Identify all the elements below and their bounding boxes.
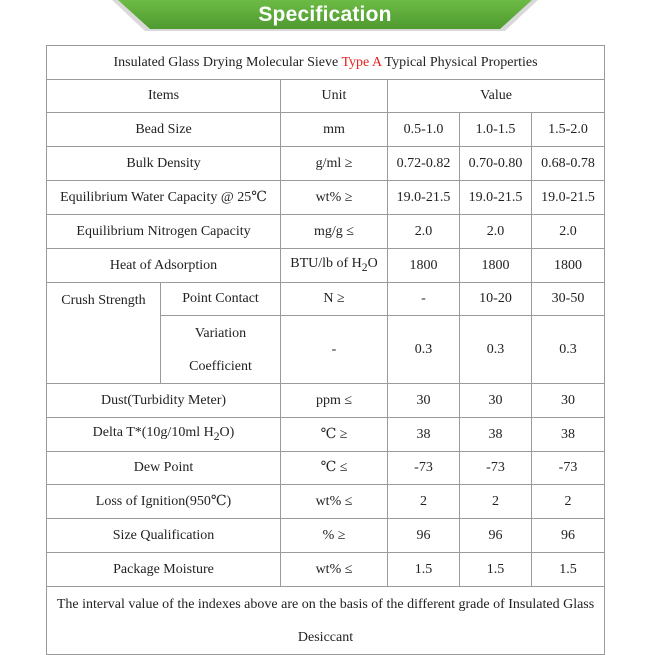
row-value: 96 [460,519,532,553]
row-label: Size Qualification [47,519,281,553]
table-row [47,452,605,485]
row-unit: % ≥ [281,519,388,553]
row-label: Heat of Adsorption [47,249,281,283]
title-prefix: Insulated Glass Drying Molecular Sieve [113,54,342,70]
row-value: 19.0-21.5 [532,181,605,215]
row-label: Bead Size [47,113,281,147]
footnote-row [47,587,605,655]
table-title [47,46,605,80]
row-value: 1.0-1.5 [460,113,532,147]
row-value: 0.70-0.80 [460,147,532,181]
row-value: 0.3 [388,316,460,384]
header-row [47,80,605,113]
unit-prefix: BTU/lb of H [290,255,362,271]
row-value: 1.5 [460,553,532,587]
row-value: 38 [460,418,532,452]
row-unit: mg/g ≤ [281,215,388,249]
unit-subscript: 2 [361,260,368,274]
row-value: 1800 [388,249,460,283]
row-label: Dust(Turbidity Meter) [47,384,281,418]
row-value: -73 [532,452,605,485]
table-row [47,249,605,283]
row-label: Package Moisture [47,553,281,587]
row-label: Equilibrium Water Capacity @ 25℃ [47,181,281,215]
variation-line1: Variation [194,325,247,341]
row-value: 1800 [460,249,532,283]
row-label: Dew Point [47,452,281,485]
row-value: 30 [460,384,532,418]
label-subscript: 2 [213,429,220,443]
row-value: 2 [532,485,605,519]
row-value: 0.3 [460,316,532,384]
row-unit [281,249,388,283]
table-row [47,215,605,249]
row-value: 96 [388,519,460,553]
header-value: Value [388,80,605,113]
row-value: -73 [388,452,460,485]
row-value: 30 [388,384,460,418]
row-unit: ppm ≤ [281,384,388,418]
row-value: 30 [532,384,605,418]
unit-suffix: O [367,255,378,271]
row-value: 2 [460,485,532,519]
row-value: 19.0-21.5 [388,181,460,215]
table-row [47,519,605,553]
table-row [47,384,605,418]
row-value: 2.0 [460,215,532,249]
table-title-row [47,46,605,80]
table-row [47,181,605,215]
row-value: 96 [532,519,605,553]
row-value: 1.5 [532,553,605,587]
table-row [47,418,605,452]
table-row [47,113,605,147]
table-row [47,283,605,316]
variation-line2: Coefficient [189,358,252,374]
row-value: 1.5 [388,553,460,587]
row-unit: ℃ ≤ [281,452,388,485]
title-suffix: Typical Physical Properties [381,54,538,70]
row-value: 0.72-0.82 [388,147,460,181]
row-value: 10-20 [460,283,532,316]
row-value: 19.0-21.5 [460,181,532,215]
row-value: 2.0 [388,215,460,249]
row-value: 38 [388,418,460,452]
banner-title: Specification [258,3,392,26]
row-value: 0.68-0.78 [532,147,605,181]
row-value: 30-50 [532,283,605,316]
row-unit: wt% ≤ [281,485,388,519]
row-sublabel: Point Contact [161,283,281,316]
header-unit: Unit [281,80,388,113]
row-unit: wt% ≤ [281,553,388,587]
row-label: Loss of Ignition(950℃) [47,485,281,519]
row-value: -73 [460,452,532,485]
table-row [47,553,605,587]
row-value: 0.3 [532,316,605,384]
row-sublabel [161,316,281,384]
row-value: 2.0 [532,215,605,249]
row-label: Equilibrium Nitrogen Capacity [47,215,281,249]
row-value: 1800 [532,249,605,283]
title-highlight: Type A [341,54,382,70]
row-value: 0.5-1.0 [388,113,460,147]
table-row [47,485,605,519]
header-items: Items [47,80,281,113]
crush-strength-label: Crush Strength [47,283,161,384]
row-unit: ℃ ≥ [281,418,388,452]
row-label [47,418,281,452]
label-prefix: Delta T*(10g/10ml H [92,424,214,440]
row-value: 38 [532,418,605,452]
row-unit: mm [281,113,388,147]
row-value: - [388,283,460,316]
row-value: 1.5-2.0 [532,113,605,147]
label-suffix: O) [219,424,235,440]
footnote: The interval value of the indexes above are on the basis of the different grade of Insulated Glass Desiccant [47,587,605,655]
row-unit: g/ml ≥ [281,147,388,181]
spec-table [46,45,605,655]
table-row [47,147,605,181]
row-label: Bulk Density [47,147,281,181]
row-unit: wt% ≥ [281,181,388,215]
row-unit: - [281,316,388,384]
row-unit: N ≥ [281,283,388,316]
specification-banner [0,0,650,40]
row-value: 2 [388,485,460,519]
